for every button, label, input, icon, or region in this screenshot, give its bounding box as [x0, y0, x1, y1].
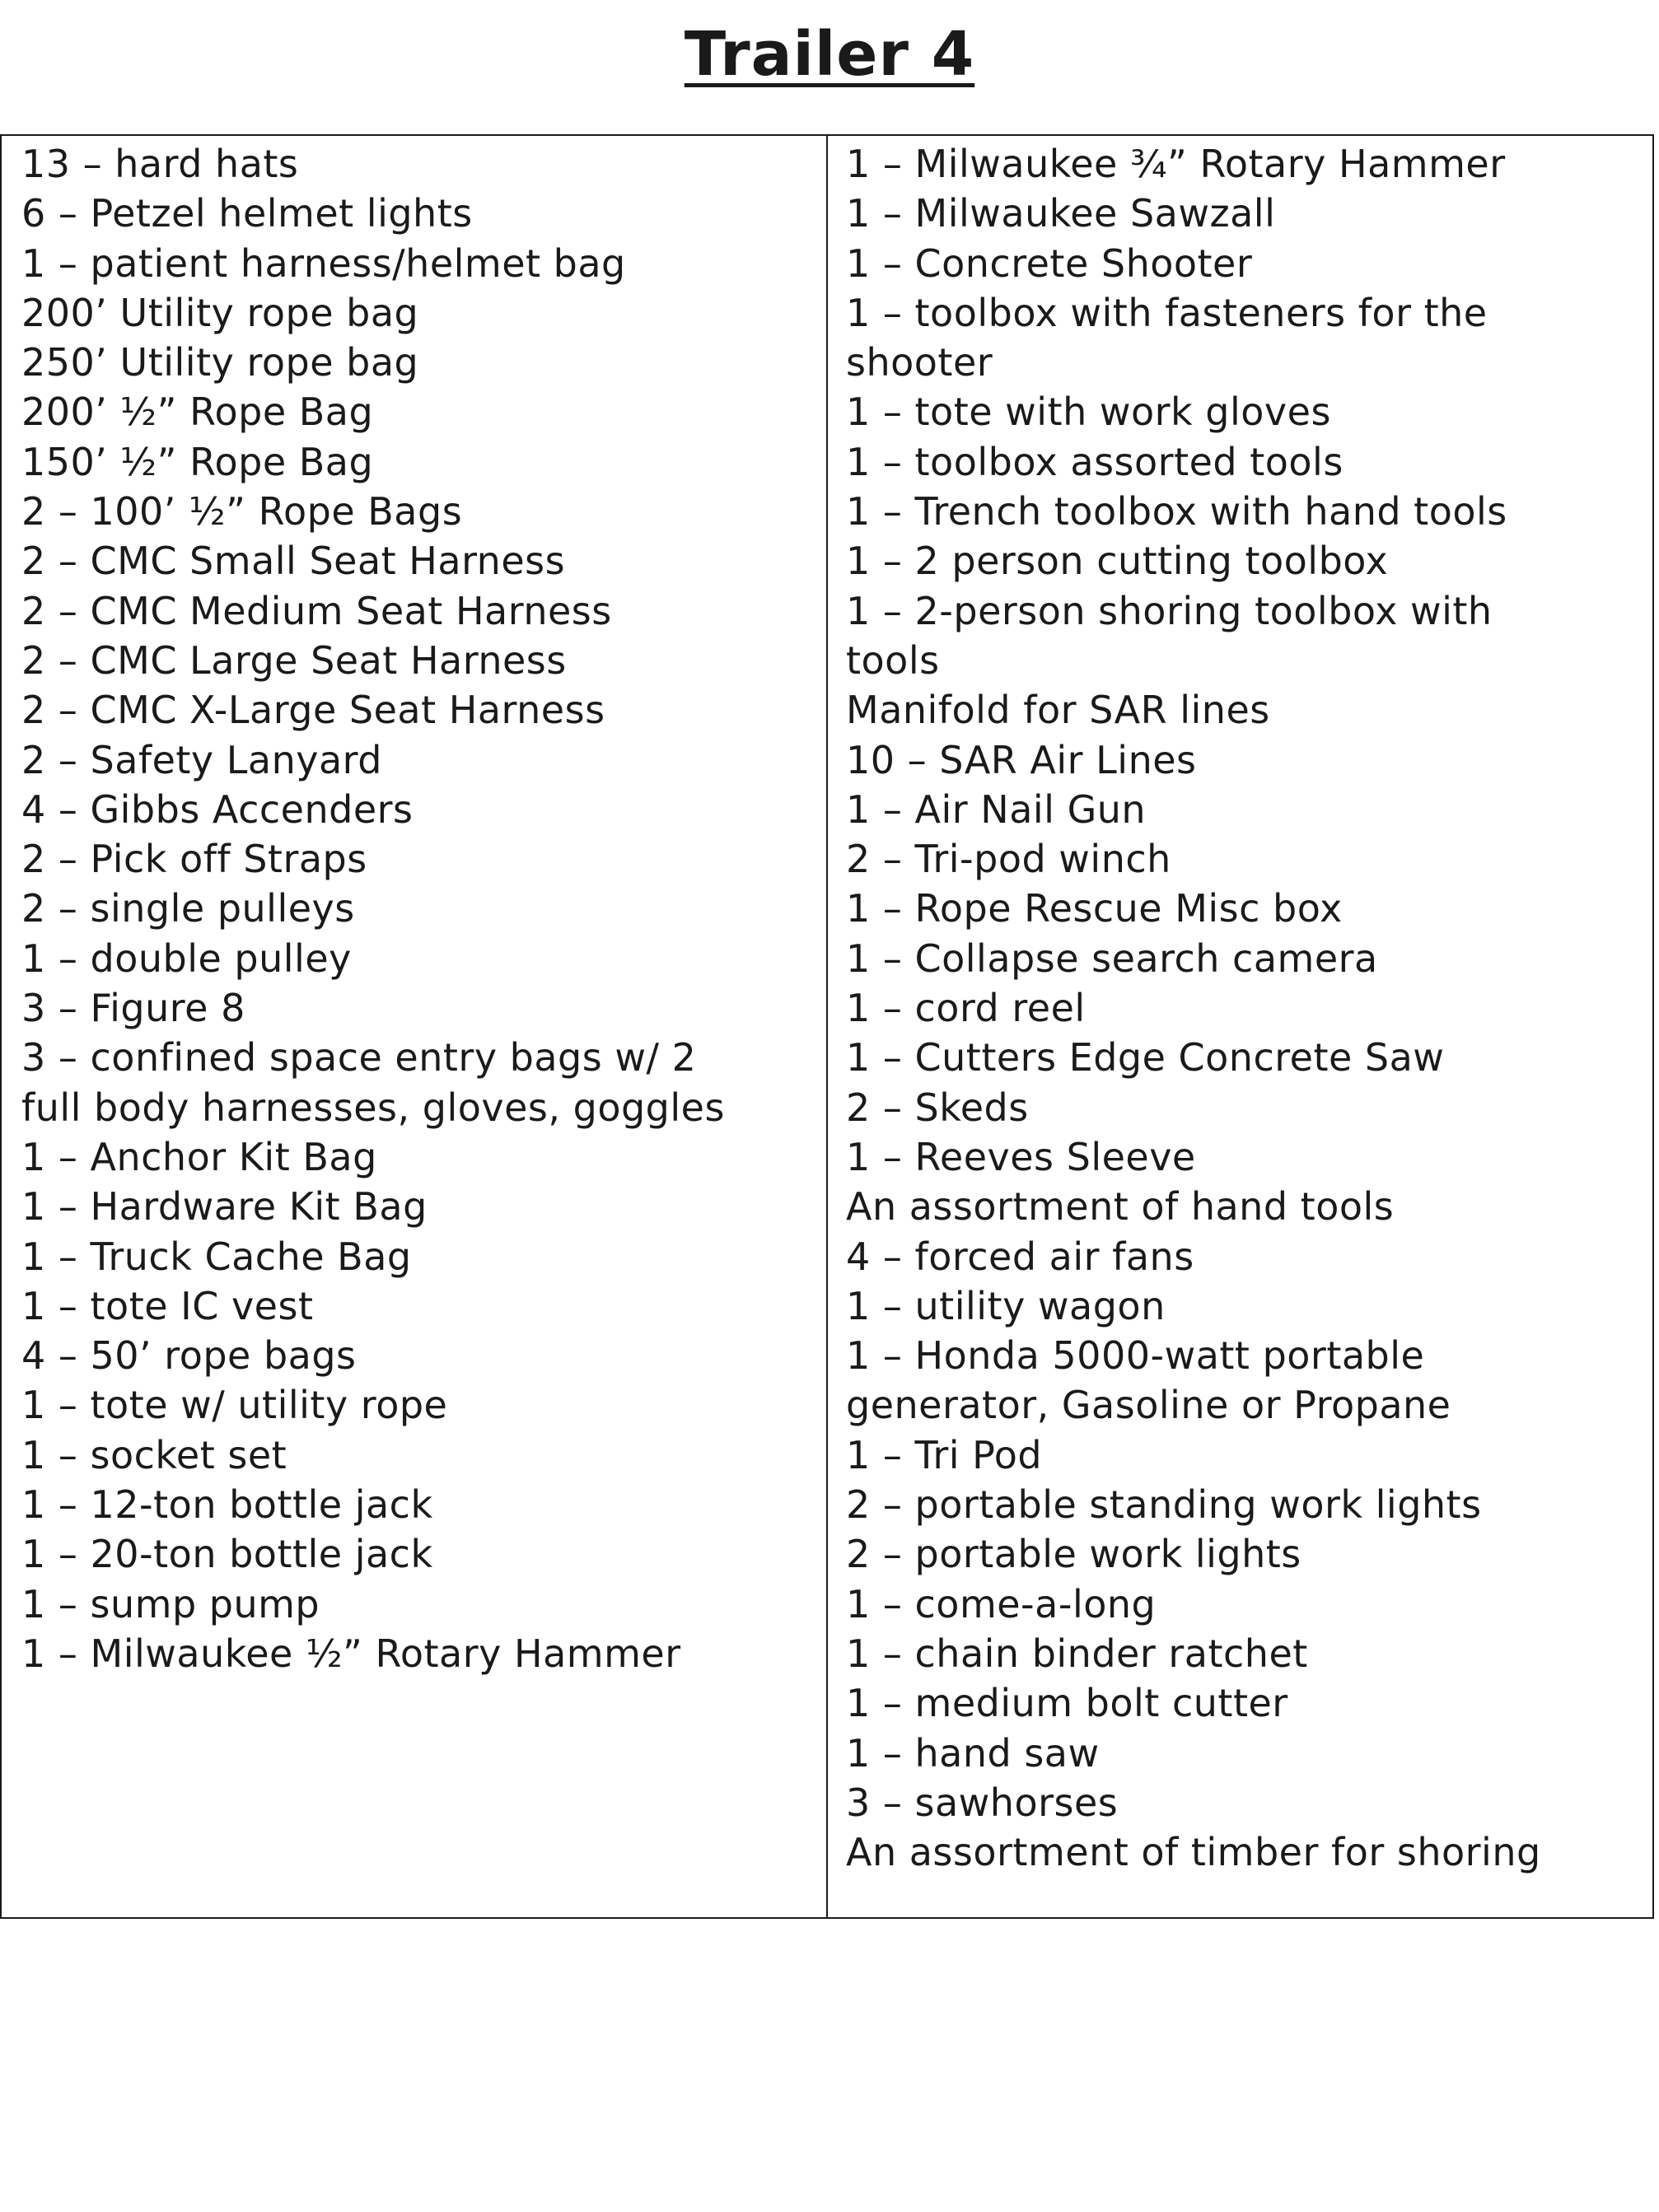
inventory-item: 1 – sump pump: [21, 1581, 320, 1626]
inventory-item: 1 – Milwaukee Sawzall: [846, 191, 1276, 236]
inventory-item: 200’ ½” Rope Bag: [21, 390, 374, 435]
inventory-item: 3 – Figure 8: [21, 986, 245, 1031]
inventory-item: 4 – 50’ rope bags: [21, 1333, 357, 1379]
inventory-item: 1 – Truck Cache Bag: [21, 1234, 412, 1279]
inventory-item: 1 – chain binder ratchet: [846, 1631, 1308, 1676]
inventory-item: 1 – tote with work gloves: [846, 390, 1331, 435]
inventory-item: 1 – hand saw: [846, 1730, 1100, 1776]
inventory-item: 1 – 20-ton bottle jack: [21, 1532, 433, 1577]
inventory-item: 2 – 100’ ½” Rope Bags: [21, 489, 463, 534]
inventory-item: 2 – Safety Lanyard: [21, 737, 382, 782]
inventory-item: 2 – portable work lights: [846, 1532, 1301, 1577]
inventory-item: 150’ ½” Rope Bag: [21, 439, 374, 484]
inventory-item: 1 – Honda 5000-watt portable generator, Gasoline or Propane: [846, 1333, 1451, 1428]
inventory-item: 1 – Milwaukee ¾” Rotary Hammer: [846, 142, 1506, 186]
inventory-item: 1 – come-a-long: [846, 1581, 1157, 1626]
inventory-item: 1 – Reeves Sleeve: [846, 1134, 1196, 1179]
inventory-item: 1 – double pulley: [21, 936, 352, 981]
inventory-item: 13 – hard hats: [21, 142, 299, 186]
inventory-item: 1 – Concrete Shooter: [846, 240, 1253, 286]
inventory-item: 2 – CMC Medium Seat Harness: [21, 588, 612, 633]
inventory-item: 1 – toolbox assorted tools: [846, 439, 1344, 484]
inventory-item: 1 – Hardware Kit Bag: [21, 1184, 428, 1230]
inventory-item: 1 – 2 person cutting toolbox: [846, 539, 1389, 584]
page-title: Trailer 4: [684, 19, 975, 90]
inventory-item: An assortment of timber for shoring: [846, 1830, 1541, 1875]
inventory-item: 1 – Air Nail Gun: [846, 786, 1147, 832]
inventory-item: Manifold for SAR lines: [846, 688, 1270, 733]
inventory-item: 1 – tote IC vest: [21, 1283, 314, 1328]
inventory-item: 2 – CMC Large Seat Harness: [21, 637, 567, 683]
inventory-item: 1 – Rope Rescue Misc box: [846, 886, 1343, 931]
inventory-item: 2 – Skeds: [846, 1085, 1029, 1130]
inventory-table: [0, 134, 1654, 1919]
inventory-item: 1 – Tri Pod: [846, 1432, 1043, 1477]
inventory-item: 1 – tote w/ utility rope: [21, 1383, 448, 1428]
inventory-item: 2 – CMC X-Large Seat Harness: [21, 688, 605, 733]
right-column: [828, 136, 1652, 1917]
inventory-item: An assortment of hand tools: [846, 1184, 1395, 1230]
inventory-item: 2 – portable standing work lights: [846, 1482, 1482, 1528]
inventory-item: 10 – SAR Air Lines: [846, 737, 1197, 782]
inventory-item: 1 – 12-ton bottle jack: [21, 1482, 433, 1528]
inventory-item: 1 – Cutters Edge Concrete Saw: [846, 1035, 1445, 1080]
inventory-item: 1 – Milwaukee ½” Rotary Hammer: [21, 1631, 681, 1676]
inventory-item: 2 – Tri-pod winch: [846, 837, 1171, 882]
inventory-item: 1 – toolbox with fasteners for the shooter: [846, 290, 1488, 385]
inventory-item: 1 – patient harness/helmet bag: [21, 240, 626, 286]
inventory-item: 2 – single pulleys: [21, 886, 355, 931]
left-column: [2, 136, 828, 1917]
inventory-item: 1 – medium bolt cutter: [846, 1681, 1288, 1726]
inventory-item: 4 – forced air fans: [846, 1234, 1194, 1279]
inventory-item: 250’ Utility rope bag: [21, 340, 419, 385]
inventory-item: 1 – cord reel: [846, 986, 1086, 1031]
inventory-item: 1 – socket set: [21, 1432, 287, 1477]
inventory-item: 2 – Pick off Straps: [21, 837, 367, 882]
inventory-item: 6 – Petzel helmet lights: [21, 191, 473, 236]
inventory-item: 1 – Trench toolbox with hand tools: [846, 489, 1507, 534]
inventory-item: 3 – sawhorses: [846, 1780, 1119, 1825]
inventory-item: 1 – 2-person shoring toolbox with tools: [846, 588, 1493, 683]
inventory-item: 2 – CMC Small Seat Harness: [21, 539, 566, 584]
inventory-item: 1 – Collapse search camera: [846, 936, 1378, 981]
inventory-item: 4 – Gibbs Accenders: [21, 786, 414, 832]
inventory-item: 1 – Anchor Kit Bag: [21, 1134, 377, 1179]
inventory-item: 3 – confined space entry bags w/ 2 full body harnesses, gloves, goggles: [21, 1035, 725, 1130]
inventory-item: 200’ Utility rope bag: [21, 290, 419, 335]
inventory-item: 1 – utility wagon: [846, 1283, 1166, 1328]
